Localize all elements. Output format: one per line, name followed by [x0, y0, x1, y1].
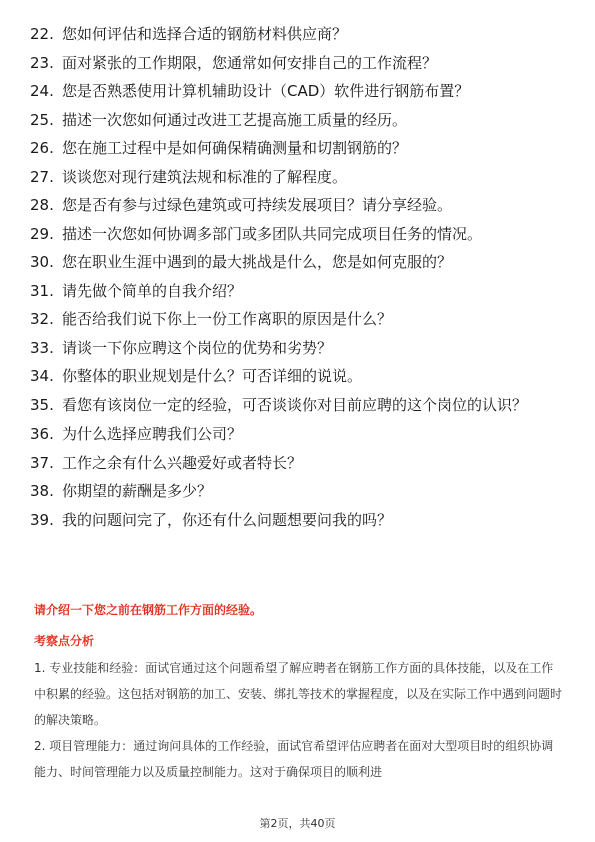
question-item — [30, 108, 570, 133]
question-text: 面对紧张的工作期限，您通常如何安排自己的工作流程？ — [62, 53, 438, 72]
question-number: 28. — [30, 196, 54, 214]
question-item — [30, 479, 570, 504]
question-item — [30, 165, 570, 190]
question-item — [30, 136, 570, 161]
question-item — [30, 393, 570, 418]
question-number: 34. — [30, 367, 54, 385]
question-text: 描述一次您如何协调多部门或多团队共同完成项目任务的情况。 — [62, 224, 483, 243]
question-item — [30, 222, 570, 247]
question-number: 29. — [30, 224, 54, 243]
question-item — [30, 364, 570, 389]
question-item — [30, 422, 570, 447]
analysis-paragraph: 2. 项目管理能力：通过询问具体的工作经验，面试官希望评估应聘者在面对大型项目时的组织协调能力、时间管理能力以及质量控制能力。这对于确保项目的顺利进 — [34, 739, 554, 779]
question-number: 36. — [30, 425, 54, 443]
analysis-paragraph: 1. 专业技能和经验：面试官通过这个问题希望了解应聘者在钢筋工作方面的具体技能，以及在工作中积累的经验。这包括对钢筋的加工、安装、绑扎等技术的掌握程度，以及在实际工作中遇到问题时的解决策略。 — [34, 661, 563, 727]
section-title: 请介绍一下您之前在钢筋工作方面的经验。 — [34, 603, 263, 617]
question-text: 谈谈您对现行建筑法规和标准的了解程度。 — [62, 167, 348, 186]
question-item — [30, 22, 570, 47]
question-item — [30, 79, 570, 104]
question-text: 我的问题问完了，你还有什么问题想要问我的吗？ — [62, 510, 393, 529]
question-number: 22. — [30, 25, 54, 43]
analysis-body — [34, 655, 562, 785]
question-item — [30, 250, 570, 275]
question-number: 35. — [30, 395, 54, 414]
question-text: 描述一次您如何通过改进工艺提高施工质量的经历。 — [62, 110, 408, 129]
question-number: 38. — [30, 482, 54, 500]
question-list — [30, 22, 570, 536]
question-number: 31. — [30, 281, 54, 300]
question-text: 看您有该岗位一定的经验，可否谈谈你对目前应聘的这个岗位的认识？ — [62, 395, 528, 414]
question-item — [30, 307, 570, 332]
question-item — [30, 51, 570, 76]
question-number: 30. — [30, 253, 54, 271]
question-number: 39. — [30, 510, 54, 529]
question-item — [30, 336, 570, 361]
question-text: 工作之余有什么兴趣爱好或者特长？ — [62, 453, 303, 472]
question-text: 能否给我们说下你上一份工作离职的原因是什么？ — [62, 310, 393, 328]
question-text: 请谈一下你应聘这个岗位的优势和劣势？ — [62, 338, 333, 357]
question-text: 为什么选择应聘我们公司？ — [62, 425, 243, 443]
question-text: 你期望的薪酬是多少？ — [62, 482, 213, 500]
question-number: 32. — [30, 310, 54, 328]
question-number: 24. — [30, 82, 54, 100]
question-number: 27. — [30, 167, 54, 186]
question-item — [30, 279, 570, 304]
question-number: 26. — [30, 139, 54, 157]
question-number: 37. — [30, 453, 54, 472]
question-number: 33. — [30, 338, 54, 357]
question-text: 您是否有参与过绿色建筑或可持续发展项目？请分享经验。 — [62, 196, 453, 214]
question-text: 您如何评估和选择合适的钢筋材料供应商？ — [62, 25, 348, 43]
page-footer: 第2页，共40页 — [259, 817, 336, 830]
question-item — [30, 508, 570, 533]
question-item — [30, 193, 570, 218]
question-item — [30, 451, 570, 476]
question-text: 您在职业生涯中遇到的最大挑战是什么，您是如何克服的？ — [62, 253, 453, 271]
question-text: 请先做个简单的自我介绍？ — [62, 281, 243, 300]
question-number: 25. — [30, 110, 54, 129]
question-text: 你整体的职业规划是什么？可否详细的说说。 — [62, 367, 363, 385]
question-text: 您在施工过程中是如何确保精确测量和切割钢筋的？ — [62, 139, 408, 157]
question-text: 您是否熟悉使用计算机辅助设计（CAD）软件进行钢筋布置？ — [62, 82, 470, 100]
analysis-title: 考察点分析 — [34, 634, 95, 648]
question-number: 23. — [30, 53, 54, 72]
